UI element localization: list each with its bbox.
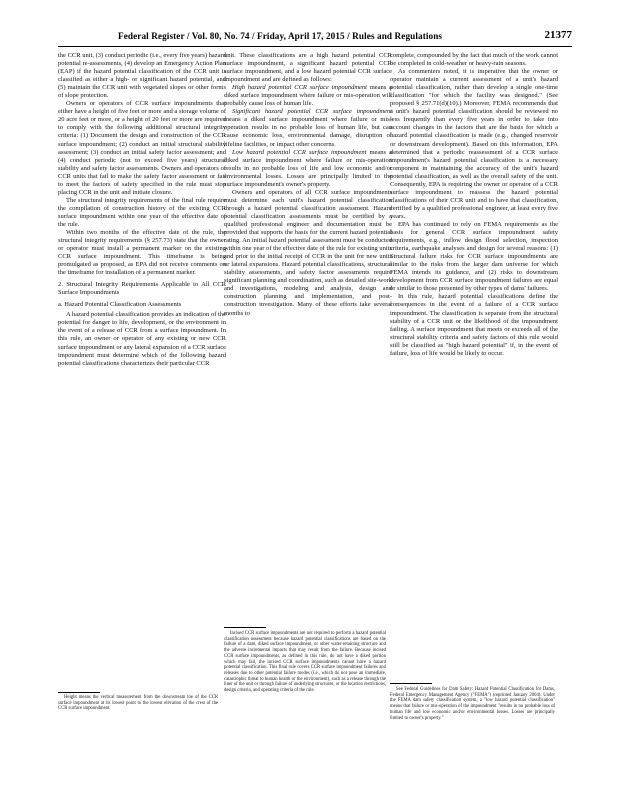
definition-term: High hazard potential CCR surface impoundment (232, 84, 367, 92)
section-heading: 2. Structural Integrity Requirements Applicable to All CCR Surface Impoundments (58, 281, 226, 297)
footnote-rule (390, 683, 432, 684)
definition-item (224, 149, 392, 189)
footnote (224, 631, 386, 694)
paragraph: Owners and operators of all CCR surface impoundments must determine each unit's hazard potential classification through a hazard potential classification assessment. Hazard potential classification assessments must be certified by a qualified professional engineer and documentation must be provided that supports the basis for the current hazard potential rating. An initial hazard potential assessment must be conducted within one year of the effective date of the rule for existing units and prior to the initial receipt of CCR in the unit for new units or lateral expansions. Hazard potential classifications, structural stability assessments, and safety factor assessments require significant planning and coordination, such as detailed site-work and investigations, modeling and analysis, design and construction planning and implementation, and post-construction investigation. Many of these efforts take several months to (224, 188, 392, 317)
definition-text: means a diked surface impoundment where failure or mis-operation results in no probable loss of life and low economic and/or environmental losses. Losses are principally limited to the surface impoundment's owner's property. (224, 148, 392, 188)
subsection-heading: a. Hazard Potential Classification Assessments (58, 301, 182, 309)
paragraph: In this rule, hazard potential classifications define the consequences in the event of a failure of a CCR surface impoundment. The classification is separate from the structural stability of a CCR unit or the likelihood of the impoundment failing. A surface impoundment that meets or exceeds all of the structural stability criteria and safety factors of this rule would still be classified as "high hazard potential" if, in the event of failure, loss of life would be likely to occur. (390, 293, 558, 357)
footnote-rule (224, 627, 266, 628)
footnote (58, 695, 218, 712)
definition-item (224, 84, 392, 108)
definition-term: Low hazard potential CCR surface impoundment (232, 148, 367, 156)
page-header (58, 31, 572, 47)
paragraph: unit. These classifications are a high hazard potential CCR surface impoundment, a significant hazard potential CCR surface impoundment, and a low hazard potential CCR surface impoundment and are defined as follows: (224, 52, 392, 84)
definition-term: Significant hazard potential CCR surface impoundment (232, 108, 392, 116)
paragraph: EPA has continued to rely on FEMA requirements as the basis for general CCR surface impoundment safety requirements, e.g., inflow design flood selection, inspection criteria, earthquake analyses and design for several reasons: (1) Structural failure risks for CCR surface impoundments are similar to the risks from the larger dam universe for which FEMA intends its guidance, and (2) risks to downstream development from CCR surface impoundment failures are equal or similar to those presented by other types of dams' failures. (390, 220, 558, 293)
page-number: 21377 (544, 29, 572, 41)
paragraph: As commenters noted, it is imperative that the owner or operator maintain a current assessment of a unit's hazard potential classification, rather than develop a single one-time classification "for which the facility was designed." (See proposed § 257.71(d)(10).) Moreover, FEMA recommends that a unit's hazard potential classification should be reviewed no less frequently than every five years in order to take into account changes in the factors that are the basis for which a hazard potential classification is made (e.g., changed reservoir or downstream development). Based on this information, EPA determined that a periodic reassessment of a CCR surface impoundment's hazard potential classification is a necessary component in maintaining the accuracy of the unit's hazard potential classification, as well as the overall safety of the unit. Consequently, EPA is requiring the owner or operator of a CCR surface impoundment to reassess the hazard potential classifications of their CCR unit and to have that classification, certified by a qualified professional engineer, at least every five years. (390, 68, 558, 220)
paragraph: the CCR unit, (3) conduct periodic (i.e., every five years) hazard potential re-assessments, (4) develop an Emergency Action Plan (EAP) if the hazard potential classification of the CCR unit is classified as either a high- or significant hazard potential, and (5) maintain the CCR unit with vegetated slopes or other forms of slope protection. (58, 52, 226, 100)
footnote-text: Height means the vertical measurement from the downstream toe of the CCR surface impoundment at its lowest point to the lowest elevation of the crest of the CCR surface impoundment. (58, 695, 218, 712)
footnote (390, 687, 555, 721)
column-2 (224, 52, 392, 318)
running-header: Federal Register / Vol. 80, No. 74 / Friday, April 17, 2015 / Rules and Regulations (118, 31, 443, 41)
column-1 (58, 52, 226, 368)
paragraph: Owners or operators of CCR surface impoundments that either have a height of five feet or more and a storage volume of 20 acre feet or more, or a height of 20 feet or more are required to comply with the following additional structural integrity criteria: (1) Document the design and construction of the CCR surface impoundment; (2) conduct an initial structural stability assessment; (3) conduct an initial safety factor assessment; and (4) conduct periodic (not to exceed five years) structural stability and safety factor assessments. Owners and operators of CCR units that fail to make the safety factor assessment or fail to meet the factors of safety specified in the rule must stop placing CCR in the unit and initiate closure. (58, 100, 226, 196)
header-rule (58, 46, 572, 47)
definition-text: means a diked surface impoundment where failure or mis-operation results in no probable loss of human life, but can cause economic loss, environmental damage, disruption of lifeline facilities, or impact other concerns. (224, 116, 392, 148)
column-3 (390, 52, 558, 358)
footnote-rule (58, 692, 100, 693)
definition-item (224, 108, 392, 148)
definition-text: means a diked surface impoundment where failure or mis-operation will probably cause loss of human life. (224, 84, 392, 108)
footnote-text: Incised CCR surface impoundments are not required to perform a hazard potential classification assessment because hazard potential classifications are based on the failure of a dam, diked surface impoundment, or other water-retaining structure and the adverse incremental impacts that may result from the failure. Because incised CCR surface impoundments, as defined in this rule, do not have a diked portion which may fail, the incised CCR surface impoundments cannot have a hazard potential classification. This final rule covers CCR surface impoundment failures and releases due to other potential failure modes (i.e., which do not pose an immediate, catastrophic threat to human health or the environment), such as a release through the liner of the unit or through failure of underlying structures, or the location restrictions, design criteria, and operating criteria of the rule. (224, 631, 386, 694)
paragraph: The structural integrity requirements of the final rule require the compilation of construction history of the existing CCR surface impoundment within one year of the effective date of the rule. (58, 196, 226, 228)
paragraph: complete, compounded by the fact that much of the work cannot be completed in cold-weather or heavy-rain seasons. (390, 52, 558, 68)
paragraph: A hazard potential classification provides an indication of the potential for danger to life, development, or the environment in the event of a release of CCR from a surface impoundment. In this rule, an owner or operator of any existing or new CCR surface impoundment or any lateral expansion of a CCR surface impoundment must determine which of the following hazard potential classifications characterizes their particular CCR (58, 311, 226, 367)
footnote-text: See Federal Guidelines for Dam Safety: Hazard Potential Classification for Dams, Federal Emergency Management Agency ("FEMA") (reprinted January 2004). Under the FEMA dam safety classification system, a "low hazard potential classification" means that failure or mis-operation of the impoundment "results in no probable loss of human life and low economic and/or environmental losses. Losses are principally limited to owner's property." (390, 687, 555, 721)
paragraph: Within two months of the effective date of the rule, the structural integrity requirements (§ 257.73) state that the owner or operator must install a permanent marker on the existing CCR surface impoundment. This timeframe is being promulgated as proposed, as EPA did not receive comments on the timeframe for installation of a permanent marker. (58, 229, 226, 277)
